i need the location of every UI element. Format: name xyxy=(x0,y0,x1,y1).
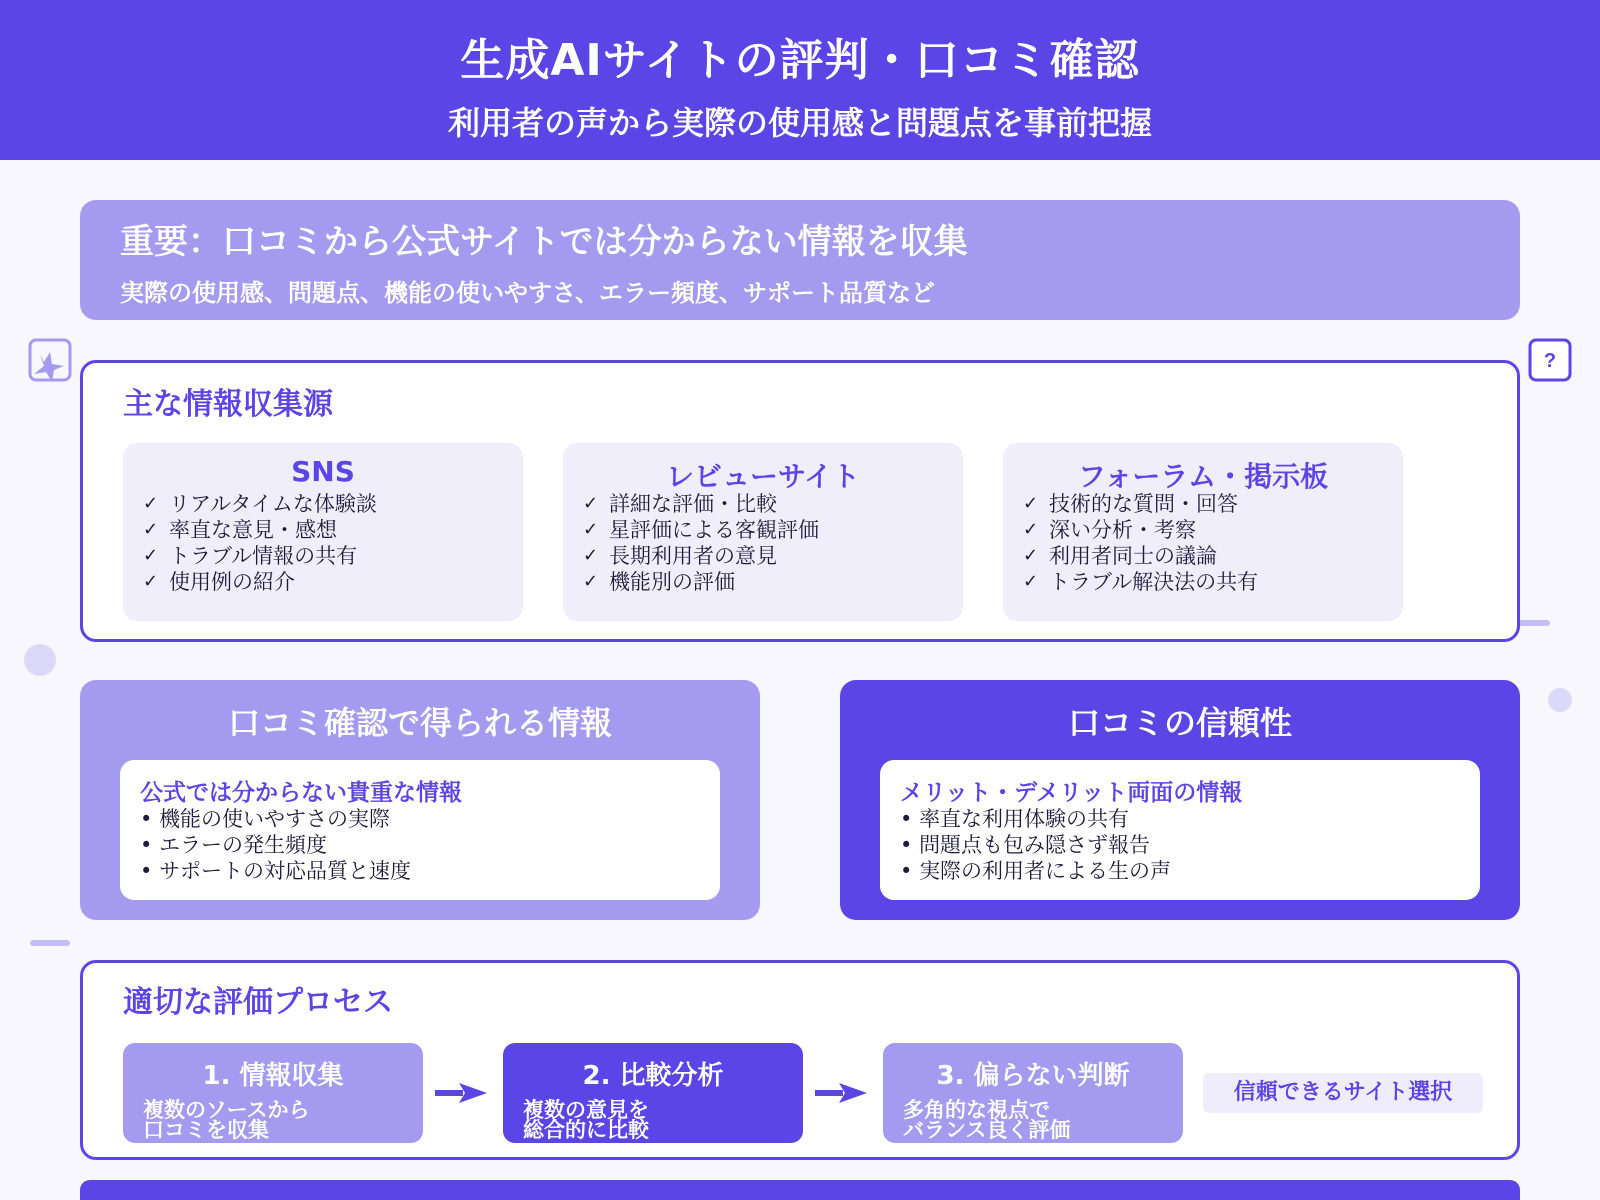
arrow-right-icon xyxy=(435,1081,487,1109)
source-card-title: レビューサイト xyxy=(665,460,861,493)
page-header xyxy=(0,0,1600,160)
info-panel-heading: 公式では分からない貴重な情報 xyxy=(140,780,462,806)
list-item: • 率直な利用体験の共有 xyxy=(900,806,1460,832)
key-point-box xyxy=(80,200,1520,320)
check-icon: ✓ xyxy=(583,519,599,540)
process-section xyxy=(80,960,1520,1160)
trust-panel-title: 口コミの信頼性 xyxy=(1067,704,1292,742)
step-line: 複数のソースから xyxy=(143,1098,310,1122)
check-icon: ✓ xyxy=(143,545,159,566)
dot-decoration xyxy=(1548,688,1572,712)
trust-panel-heading: メリット・デメリット両面の情報 xyxy=(900,780,1243,806)
sources-title: 主な情報収集源 xyxy=(123,387,333,422)
list-item: ✓ 星評価による客観評価 xyxy=(583,518,819,542)
process-step-1 xyxy=(123,1043,423,1143)
list-item: ✓ 詳細な評価・比較 xyxy=(583,492,777,516)
check-icon: ✓ xyxy=(1023,545,1039,566)
list-item: • 問題点も包み隠さず報告 xyxy=(900,832,1460,858)
step-title: 1. 情報収集 xyxy=(202,1061,344,1091)
source-card-title: フォーラム・掲示板 xyxy=(1077,460,1329,493)
step-title: 3. 偏らない判断 xyxy=(936,1061,1130,1091)
result-label: 信頼できるサイト選択 xyxy=(1203,1073,1483,1113)
list-item: ✓ 使用例の紹介 xyxy=(143,570,295,594)
source-card-review-sites xyxy=(563,443,963,621)
list-item: ✓ トラブル情報の共有 xyxy=(143,544,358,568)
footer-bar xyxy=(80,1180,1520,1200)
list-item: ✓ 深い分析・考察 xyxy=(1023,518,1196,542)
check-icon: ✓ xyxy=(583,545,599,566)
process-title: 適切な評価プロセス xyxy=(123,985,393,1020)
key-point-detail: 実際の使用感、問題点、機能の使いやすさ、エラー頻度、サポート品質など xyxy=(120,279,936,307)
arrow-right-icon xyxy=(815,1081,867,1109)
list-item: • エラーの発生頻度 xyxy=(140,832,700,858)
step-title: 2. 比較分析 xyxy=(582,1061,724,1091)
check-icon: ✓ xyxy=(583,571,599,592)
list-item: ✓ 率直な意見・感想 xyxy=(143,518,337,542)
sources-section xyxy=(80,360,1520,642)
process-step-2 xyxy=(503,1043,803,1143)
trust-panel-card xyxy=(880,760,1480,900)
info-panel-card xyxy=(120,760,720,900)
list-item: ✓ 技術的な質問・回答 xyxy=(1023,492,1238,516)
check-icon: ✓ xyxy=(1023,571,1039,592)
check-icon: ✓ xyxy=(1023,493,1039,514)
dot-decoration xyxy=(24,644,56,676)
list-item: ✓ トラブル解決法の共有 xyxy=(1023,570,1259,594)
dash-decoration xyxy=(30,940,70,946)
step-line: 多角的な視点で xyxy=(903,1098,1050,1122)
source-card-forums xyxy=(1003,443,1403,621)
list-item: • サポートの対応品質と速度 xyxy=(140,858,700,884)
page-title: 生成AIサイトの評判・口コミ確認 xyxy=(460,35,1140,86)
svg-text:?: ? xyxy=(1543,350,1557,372)
list-item: ✓ 利用者同士の議論 xyxy=(1023,544,1217,568)
key-point-title: 重要：口コミから公式サイトでは分からない情報を収集 xyxy=(120,222,968,262)
list-item: ✓ 長期利用者の意見 xyxy=(583,544,777,568)
page-subtitle: 利用者の声から実際の使用感と問題点を事前把握 xyxy=(447,104,1152,142)
question-icon xyxy=(1528,338,1572,386)
step-line: 総合的に比較 xyxy=(523,1118,649,1142)
step-line: 口コミを収集 xyxy=(143,1118,269,1142)
check-icon: ✓ xyxy=(143,571,159,592)
trust-panel xyxy=(840,680,1520,920)
info-panel xyxy=(80,680,760,920)
step-line: バランス良く評価 xyxy=(903,1118,1071,1142)
list-item: ✓ 機能別の評価 xyxy=(583,570,735,594)
source-card-title: SNS xyxy=(291,455,355,488)
list-item: • 機能の使いやすさの実際 xyxy=(140,806,700,832)
star-icon xyxy=(26,338,74,390)
check-icon: ✓ xyxy=(1023,519,1039,540)
list-item: ✓ リアルタイムな体験談 xyxy=(143,492,377,516)
list-item: • 実際の利用者による生の声 xyxy=(900,858,1460,884)
check-icon: ✓ xyxy=(583,493,599,514)
check-icon: ✓ xyxy=(143,519,159,540)
check-icon: ✓ xyxy=(143,493,159,514)
source-card-sns xyxy=(123,443,523,621)
process-step-3 xyxy=(883,1043,1183,1143)
info-panel-title: 口コミ確認で得られる情報 xyxy=(227,704,612,742)
step-line: 複数の意見を xyxy=(523,1098,649,1122)
